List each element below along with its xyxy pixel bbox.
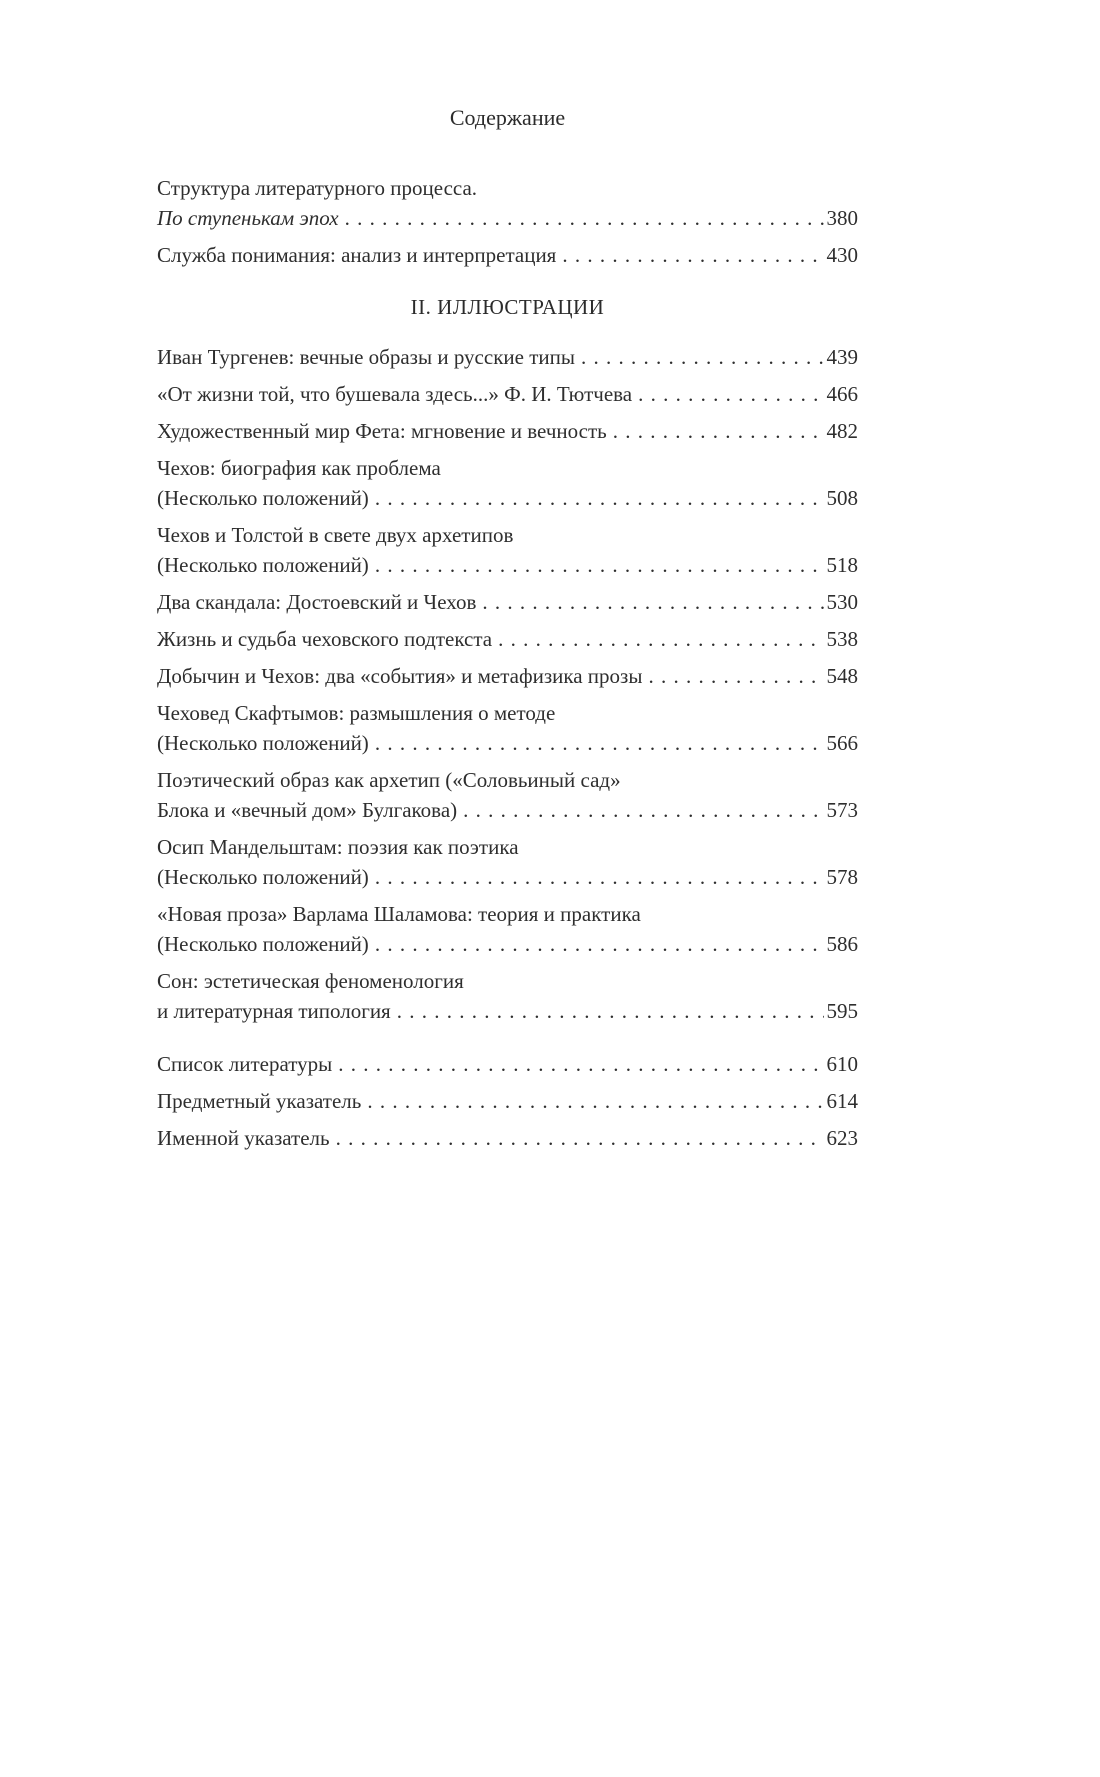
toc-line [157,483,858,513]
toc-line [157,966,858,996]
toc-entry [157,1123,858,1153]
page-number: 482 [826,419,858,443]
toc-line [157,795,858,825]
toc-line [157,728,858,758]
page-number: 614 [826,1089,858,1113]
dot-leader [562,240,823,270]
toc-entry [157,765,858,825]
toc-entry [157,342,858,372]
dot-leader [638,379,823,409]
toc-list [157,173,858,1153]
page-number: 430 [826,243,858,267]
page-number: 439 [826,345,858,369]
group-spacer [157,1033,858,1049]
dot-leader [367,1086,823,1116]
toc-entry [157,240,858,270]
toc-entry [157,966,858,1026]
toc-line [157,1086,858,1116]
page-number: 573 [826,798,858,822]
dot-leader [375,728,824,758]
dot-leader [463,795,823,825]
toc-entry-title: и литературная типология [157,999,391,1023]
toc-line [157,173,858,203]
toc-entry-title: (Несколько положений) [157,932,369,956]
toc-line [157,996,858,1026]
dot-leader [345,203,824,233]
page-number: 518 [826,553,858,577]
page-number: 578 [826,865,858,889]
page-number: 466 [826,382,858,406]
toc-entry-title: Поэтический образ как архетип («Соловьиный сад» [157,768,621,792]
page-number: 586 [826,932,858,956]
toc-entry-title: Жизнь и судьба чеховского подтекста [157,627,493,651]
toc-entry [157,698,858,758]
dot-leader [482,587,823,617]
dot-leader [338,1049,823,1079]
toc-entry [157,587,858,617]
dot-leader [375,862,824,892]
page-number: 380 [826,206,858,230]
page-number: 610 [826,1052,858,1076]
toc-entry [157,173,858,233]
dot-leader [498,624,823,654]
toc-entry-title: Предметный указатель [157,1089,362,1113]
toc-entry-title: Художественный мир Фета: мгновение и вечность [157,419,607,443]
dot-leader [375,483,824,513]
dot-leader [648,661,823,691]
toc-entry [157,453,858,513]
toc-line [157,1049,858,1079]
toc-entry [157,899,858,959]
toc-entry-title: (Несколько положений) [157,486,369,510]
toc-entry [157,1049,858,1079]
page-number: 595 [826,999,858,1023]
toc-entry [157,661,858,691]
toc-entry-title: Осип Мандельштам: поэзия как поэтика [157,835,519,859]
toc-line [157,587,858,617]
toc-entry-title: По ступенькам эпох [157,206,339,230]
dot-leader [397,996,824,1026]
toc-line [157,453,858,483]
toc-page [157,103,858,1160]
toc-entry-title: Блока и «вечный дом» Булгакова) [157,798,458,822]
toc-line [157,550,858,580]
toc-line [157,862,858,892]
toc-line [157,832,858,862]
toc-entry-title: «Новая проза» Варлама Шаламова: теория и практика [157,902,641,926]
toc-entry-title: Служба понимания: анализ и интерпретация [157,243,557,267]
toc-line [157,342,858,372]
toc-line [157,1123,858,1153]
page-number: 530 [826,590,858,614]
page-title: Содержание [449,105,566,130]
page-number: 566 [826,731,858,755]
toc-entry [157,1086,858,1116]
toc-line [157,899,858,929]
dot-leader [336,1123,824,1153]
toc-line [157,203,858,233]
toc-entry-title: (Несколько положений) [157,553,369,577]
toc-entry-title: Список литературы [157,1052,333,1076]
toc-line [157,624,858,654]
toc-line [157,661,858,691]
toc-entry-title: Сон: эстетическая феноменология [157,969,464,993]
dot-leader [613,416,824,446]
page-number: 538 [826,627,858,651]
toc-line [157,520,858,550]
toc-line [157,240,858,270]
toc-entry-title: Добычин и Чехов: два «события» и метафизика прозы [157,664,643,688]
toc-line [157,416,858,446]
toc-entry-title: (Несколько положений) [157,731,369,755]
toc-entry [157,416,858,446]
toc-entry [157,379,858,409]
toc-entry-title: Чехов и Толстой в свете двух архетипов [157,523,514,547]
toc-line [157,379,858,409]
page-number: 548 [826,664,858,688]
dot-leader [375,929,824,959]
toc-entry-title: Структура литературного процесса. [157,176,478,200]
toc-line [157,765,858,795]
toc-line [157,698,858,728]
toc-entry-title: «От жизни той, что бушевала здесь...» Ф. И. Тютчева [157,382,633,406]
page-number: 508 [826,486,858,510]
dot-leader [581,342,824,372]
section-heading: II. ИЛЛЮСТРАЦИИ [410,295,605,319]
toc-entry-title: Чеховед Скафтымов: размышления о методе [157,701,556,725]
toc-entry [157,624,858,654]
toc-entry [157,520,858,580]
toc-entry-title: Два скандала: Достоевский и Чехов [157,590,477,614]
toc-entry [157,832,858,892]
toc-entry-title: Иван Тургенев: вечные образы и русские типы [157,345,575,369]
toc-entry-title: Чехов: биография как проблема [157,456,441,480]
dot-leader [375,550,824,580]
toc-line [157,929,858,959]
toc-entry-title: Именной указатель [157,1126,330,1150]
page-number: 623 [826,1126,858,1150]
toc-entry-title: (Несколько положений) [157,865,369,889]
